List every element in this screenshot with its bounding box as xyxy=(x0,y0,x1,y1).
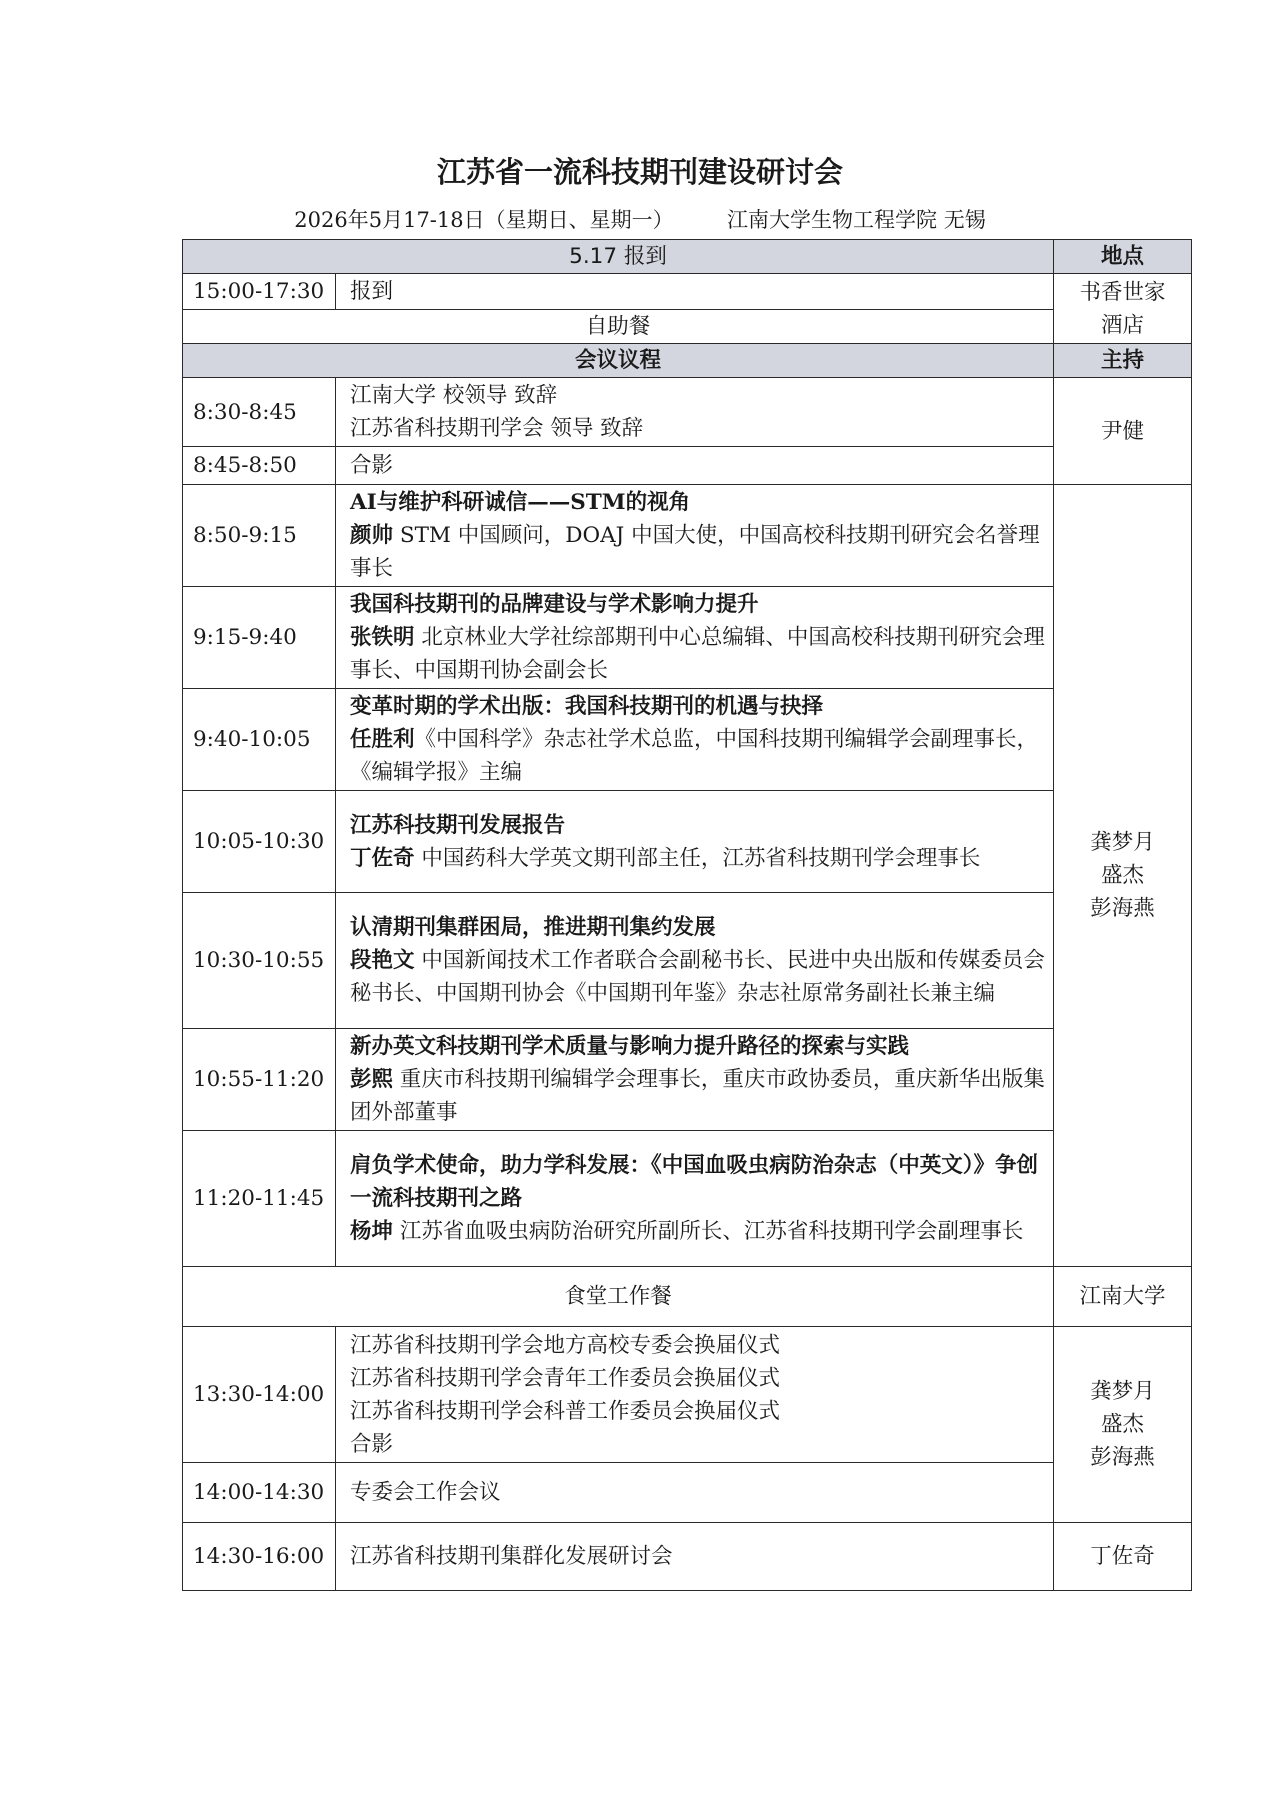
table-row xyxy=(183,1327,1192,1463)
speaker-name: 彭熙 xyxy=(350,1067,394,1092)
talk-cell xyxy=(336,1029,1054,1131)
item-line: 江南大学 校领导 致辞 xyxy=(350,383,558,408)
talk-cell xyxy=(336,1131,1054,1267)
time-cell: 15:00-17:30 xyxy=(183,274,336,310)
document-title: 江苏省一流科技期刊建设研讨会 xyxy=(436,155,843,189)
talk-row xyxy=(183,587,1192,689)
item-line: 江苏省科技期刊学会青年工作委员会换届仪式 xyxy=(350,1365,781,1391)
item-line: 江苏省科技期刊学会地方高校专委会换届仪式 xyxy=(350,1332,781,1358)
time-cell: 9:15-9:40 xyxy=(183,587,336,689)
talk-title: AI与维护科研诚信——STM的视角 xyxy=(350,490,691,515)
location-cell: 江南大学 xyxy=(1054,1267,1192,1327)
speaker-name: 张铁明 xyxy=(350,625,415,650)
time-cell: 8:50-9:15 xyxy=(183,485,336,587)
talk-title: 新办英文科技期刊学术质量与影响力提升路径的探索与实践 xyxy=(350,1034,910,1059)
table-row xyxy=(183,274,1192,310)
host-name: 盛杰 xyxy=(1100,863,1144,888)
section-label-agenda: 会议议程 xyxy=(183,344,1054,378)
host-header: 主持 xyxy=(1054,344,1192,378)
location-header: 地点 xyxy=(1054,240,1192,274)
item-line: 江苏省科技期刊学会科普工作委员会换届仪式 xyxy=(350,1398,781,1424)
host-name: 龚梦月 xyxy=(1090,1379,1155,1404)
location-line: 酒店 xyxy=(1100,312,1144,338)
morning-hosts-cell xyxy=(1054,485,1192,1267)
time-cell: 14:00-14:30 xyxy=(183,1463,336,1523)
talk-cell xyxy=(336,587,1054,689)
time-cell: 10:05-10:30 xyxy=(183,791,336,893)
item-cell: 专委会工作会议 xyxy=(336,1463,1054,1523)
host-cell: 尹健 xyxy=(1054,378,1192,485)
host-name: 彭海燕 xyxy=(1090,1445,1155,1470)
talk-title: 肩负学术使命，助力学科发展：《中国血吸虫病防治杂志（中英文）》争创一流科技期刊之路 xyxy=(350,1153,1039,1211)
talk-title: 认清期刊集群困局，推进期刊集约发展 xyxy=(350,915,716,940)
talk-row xyxy=(183,791,1192,893)
talk-cell xyxy=(336,791,1054,893)
table-row xyxy=(183,1523,1192,1591)
speaker-name: 任胜利 xyxy=(350,727,415,752)
talk-title: 变革时期的学术出版：我国科技期刊的机遇与抉择 xyxy=(350,694,824,719)
speaker-name: 颜帅 xyxy=(350,523,394,548)
item-cell: 合影 xyxy=(336,447,1054,485)
table-row xyxy=(183,310,1192,344)
time-cell: 8:30-8:45 xyxy=(183,378,336,447)
time-cell: 10:55-11:20 xyxy=(183,1029,336,1131)
time-cell: 10:30-10:55 xyxy=(183,893,336,1029)
talk-cell xyxy=(336,689,1054,791)
item-line: 合影 xyxy=(350,1431,394,1457)
talk-row xyxy=(183,893,1192,1029)
talk-title: 我国科技期刊的品牌建设与学术影响力提升 xyxy=(350,592,759,617)
talk-row xyxy=(183,1029,1192,1131)
time-cell: 8:45-8:50 xyxy=(183,447,336,485)
section-header-row xyxy=(183,240,1192,274)
buffet-cell: 自助餐 xyxy=(183,310,1054,344)
document-subtitle xyxy=(0,204,1280,234)
speaker-desc: 中国药科大学英文期刊部主任，江苏省科技期刊学会理事长 xyxy=(421,845,981,871)
table-row xyxy=(183,1463,1192,1523)
table-row xyxy=(183,1267,1192,1327)
speaker-desc: 《中国科学》杂志社学术总监，中国科技期刊编辑学会副理事长，《编辑学报》主编 xyxy=(350,727,1039,785)
speaker-name: 杨坤 xyxy=(350,1219,394,1244)
host-name: 彭海燕 xyxy=(1090,896,1155,921)
speaker-name: 丁佐奇 xyxy=(350,845,415,871)
host-name: 盛杰 xyxy=(1100,1412,1144,1437)
table-row xyxy=(183,447,1192,485)
speaker-desc: 中国新闻技术工作者联合会副秘书长、民进中央出版和传媒委员会秘书长、中国期刊协会《中国期刊年鉴》杂志社原常务副社长兼主编 xyxy=(350,948,1045,1006)
time-cell: 13:30-14:00 xyxy=(183,1327,336,1463)
item-cell: 报到 xyxy=(336,274,1054,310)
host-cell: 丁佐奇 xyxy=(1054,1523,1192,1591)
location-line: 书香世家 xyxy=(1079,279,1166,305)
item-cell xyxy=(336,1327,1054,1463)
venue-text: 江南大学生物工程学院 无锡 xyxy=(727,208,986,232)
item-cell: 江苏省科技期刊集群化发展研讨会 xyxy=(336,1523,1054,1591)
talk-row xyxy=(183,1131,1192,1267)
table-row xyxy=(183,378,1192,447)
talk-cell xyxy=(336,485,1054,587)
talk-row xyxy=(183,689,1192,791)
item-line: 江苏省科技期刊学会 领导 致辞 xyxy=(350,416,644,441)
speaker-desc: 北京林业大学社综部期刊中心总编辑、中国高校科技期刊研究会理事长、中国期刊协会副会长 xyxy=(350,625,1045,683)
date-text: 2026年5月17-18日（星期日、星期一） xyxy=(294,208,674,232)
location-cell xyxy=(1054,274,1192,344)
speaker-desc: STM 中国顾问，DOAJ 中国大使，中国高校科技期刊研究会名誉理事长 xyxy=(350,523,1040,581)
talk-title: 江苏科技期刊发展报告 xyxy=(350,812,566,838)
host-name: 龚梦月 xyxy=(1090,830,1155,855)
time-cell: 11:20-11:45 xyxy=(183,1131,336,1267)
lunch-cell: 食堂工作餐 xyxy=(183,1267,1054,1327)
time-cell: 14:30-16:00 xyxy=(183,1523,336,1591)
afternoon-hosts-cell xyxy=(1054,1327,1192,1523)
speaker-desc: 江苏省血吸虫病防治研究所副所长、江苏省科技期刊学会副理事长 xyxy=(399,1219,1024,1244)
talk-cell xyxy=(336,893,1054,1029)
agenda-table xyxy=(182,239,1192,1591)
speaker-desc: 重庆市科技期刊编辑学会理事长，重庆市政协委员，重庆新华出版集团外部董事 xyxy=(350,1067,1045,1125)
section-header-row xyxy=(183,344,1192,378)
section-label-517: 5.17 报到 xyxy=(183,240,1054,274)
talk-row xyxy=(183,485,1192,587)
item-cell xyxy=(336,378,1054,447)
time-cell: 9:40-10:05 xyxy=(183,689,336,791)
speaker-name: 段艳文 xyxy=(350,948,415,973)
